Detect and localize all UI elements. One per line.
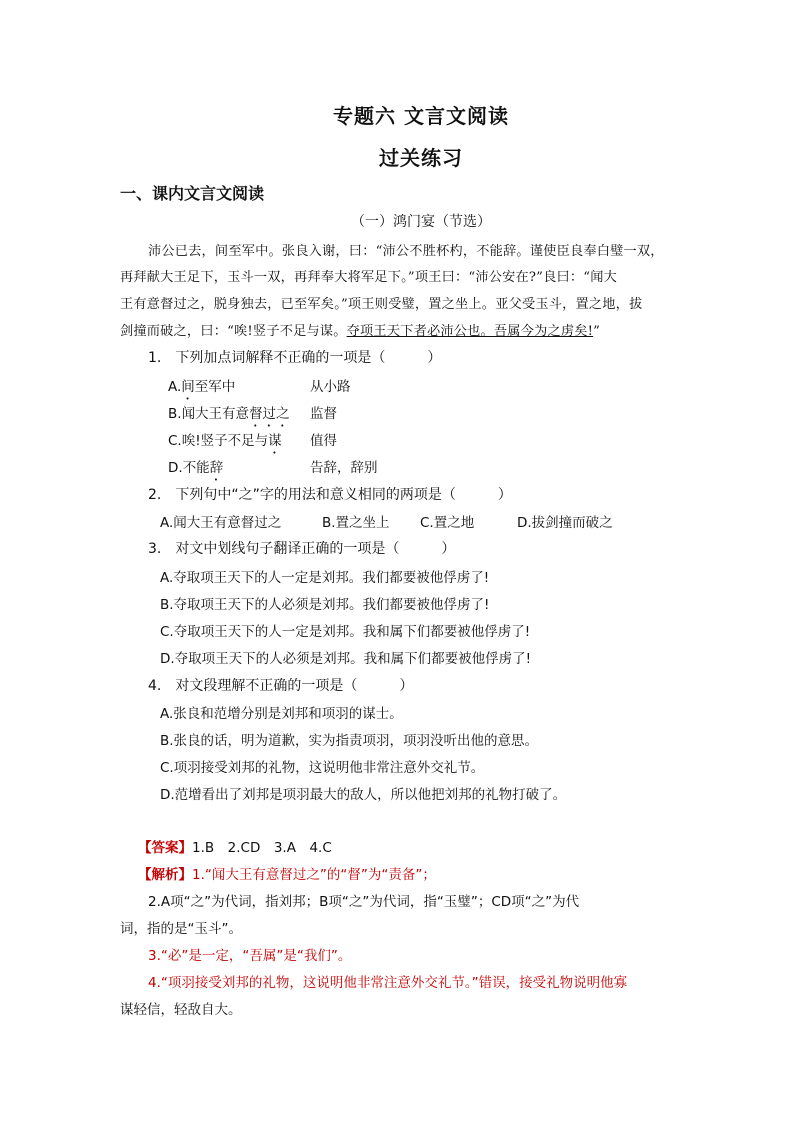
option-text: 闻大王有意 bbox=[181, 406, 250, 422]
analysis-text: 2.A项“之”为代词，指刘邦；B项“之”为代词，指“玉璧”；CD项“之”为代 bbox=[148, 894, 580, 910]
q4-option-c: C.项羽接受刘邦的礼物，这说明他非常注意外交礼节。 bbox=[160, 760, 485, 776]
q1-option-a-meaning: 从小路 bbox=[310, 379, 351, 395]
answer-text: 1.B 2.CD 3.A 4.C bbox=[192, 840, 332, 856]
page-subtitle: 过关练习 bbox=[379, 146, 463, 170]
answer-line bbox=[138, 836, 332, 856]
analysis-line bbox=[138, 863, 436, 883]
question-1-stem: 1. 下列加点词解释不正确的一项是（ ） bbox=[148, 350, 442, 366]
option-label: B. bbox=[168, 406, 182, 422]
q4-option-d: D.范增看出了刘邦是项羽最大的敌人，所以他把刘邦的礼物打破了。 bbox=[160, 787, 567, 803]
q1-option-b bbox=[168, 402, 290, 430]
passage-title: （一）鸿门宴（节选） bbox=[351, 214, 491, 230]
page-title: 专题六 文言文阅读 bbox=[333, 104, 509, 128]
question-2-stem: 2. 下列句中“之”字的用法和意义相同的两项是（ ） bbox=[148, 487, 512, 503]
analysis-text: 3.“必”是一定，“吾属”是“我们”。 bbox=[148, 948, 352, 964]
q3-option-b: B.夺取项王天下的人必须是刘邦。我们都要被他俘虏了! bbox=[160, 597, 490, 613]
analysis-text bbox=[148, 971, 627, 991]
q1-option-a bbox=[168, 375, 235, 403]
underlined-sentence: 夺项王天下者必沛公也。吾属今为之虏矣! bbox=[346, 324, 594, 339]
analysis-label: 【解析】 bbox=[138, 867, 192, 883]
question-4-stem: 4. 对文段理解不正确的一项是（ ） bbox=[148, 678, 414, 694]
q3-option-d: D.夺取项王天下的人必须是刘邦。我和属下们都要被他俘虏了! bbox=[160, 651, 532, 667]
option-text: 不能 bbox=[182, 460, 210, 476]
dotted-word: 辞 bbox=[209, 460, 224, 476]
q2-option-d: D.拔剑撞而破之 bbox=[517, 515, 613, 531]
analysis-text: 谋轻信，轻敌自大。 bbox=[120, 1002, 242, 1018]
option-text: 至军中 bbox=[194, 379, 236, 395]
passage-line: 王有意督过之，脱身独去，已至军矣。”项王则受璧，置之坐上。亚父受玉斗，置之地，拔 bbox=[120, 297, 643, 312]
answer-label: 【答案】 bbox=[138, 840, 192, 856]
q2-option-c: C.置之地 bbox=[420, 515, 475, 531]
q1-option-d bbox=[168, 456, 223, 484]
q4-option-b: B.张良的话，明为道歉，实为指责项羽，项羽没听出他的意思。 bbox=[160, 733, 539, 749]
analysis-text: 1.“闻大王有意督过之”的“督”为“责备”； bbox=[192, 867, 436, 883]
q2-option-a: A.闻大王有意督过之 bbox=[160, 515, 282, 531]
q3-option-a: A.夺取项王天下的人一定是刘邦。我们都要被他俘虏了! bbox=[160, 570, 490, 586]
passage-line: 再拜献大王足下，玉斗一双，再拜奉大将军足下。”项王曰：“沛公安在?”良曰：“闻大 bbox=[120, 270, 617, 285]
analysis-text: 词，指的是“玉斗”。 bbox=[120, 921, 242, 937]
passage-line: 沛公已去，间至军中。张良入谢，曰：“沛公不胜杯杓，不能辞。谨使臣良奉白璧一双， bbox=[148, 244, 664, 259]
option-text: 唉!竖子不足与 bbox=[181, 433, 269, 449]
q1-option-c bbox=[168, 429, 282, 457]
q3-option-c: C.夺取项王天下的人一定是刘邦。我和属下们都要被他俘虏了! bbox=[160, 624, 531, 640]
passage-text: 剑撞而破之，曰：“唉!竖子不足与谋。 bbox=[120, 324, 347, 339]
q2-option-b: B.置之坐上 bbox=[322, 515, 390, 531]
question-3-stem: 3. 对文中划线句子翻译正确的一项是（ ） bbox=[148, 541, 456, 557]
option-label: D. bbox=[168, 460, 183, 476]
passage-line bbox=[120, 320, 600, 339]
q1-option-c-meaning: 值得 bbox=[310, 433, 337, 449]
passage-text: ” bbox=[593, 324, 601, 339]
dotted-word: 督过之 bbox=[249, 406, 290, 422]
dotted-word: 间 bbox=[181, 379, 195, 395]
q1-option-b-meaning: 监督 bbox=[310, 406, 337, 422]
option-label: C. bbox=[168, 433, 182, 449]
q4-option-a: A.张良和范增分别是刘邦和项羽的谋士。 bbox=[160, 706, 403, 722]
analysis-text-red: 4.“项羽接受刘邦的礼物，这说明他非常注意外交礼节。”错误，接受礼物说明他寡 bbox=[148, 975, 628, 991]
section-heading: 一、课内文言文阅读 bbox=[120, 184, 265, 203]
dotted-word: 谋 bbox=[268, 433, 282, 449]
q1-option-d-meaning: 告辞，辞别 bbox=[310, 460, 378, 476]
option-label: A. bbox=[168, 379, 182, 395]
